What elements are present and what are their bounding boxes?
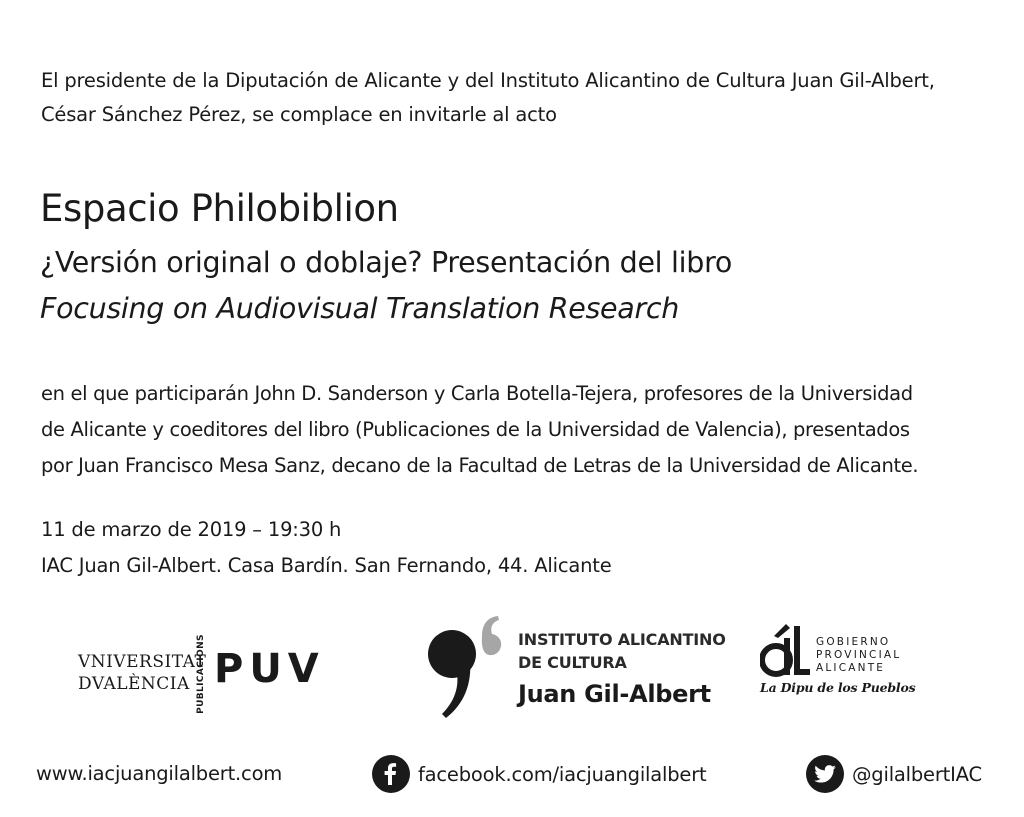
dipu-tagline: La Dipu de los Pueblos [760, 680, 916, 695]
website-link[interactable]: www.iacjuangilalbert.com [36, 762, 283, 785]
iac-logo [426, 614, 726, 720]
dipu-word-3: ALICANTE [816, 662, 886, 674]
iac-logo-line-3: Juan Gil-Albert [518, 680, 711, 708]
event-title: Espacio Philobiblion [40, 187, 399, 230]
uv-logo-acronym: PUV [214, 646, 325, 692]
twitter-link[interactable] [806, 755, 982, 793]
dipu-monogram-icon [760, 622, 812, 678]
description-line-1: en el que participarán John D. Sanderson y Carla Botella-Tejera, profesores de la Universidad [41, 382, 913, 405]
intro-text [41, 64, 1011, 132]
iac-comma-icon [426, 614, 506, 720]
dipu-logo-words [816, 636, 901, 675]
intro-line-1: El presidente de la Diputación de Alicante y del Instituto Alicantino de Cultura Juan Gil-Albert, [41, 69, 935, 92]
twitter-label[interactable]: @gilalbertIAC [852, 762, 982, 786]
book-title: Focusing on Audiovisual Translation Research [40, 292, 680, 325]
event-datetime: 11 de marzo de 2019 – 19:30 h [41, 518, 342, 541]
uv-logo-vertical-text: PUBLICACIONS [196, 634, 206, 714]
uv-logo-vertical [194, 634, 208, 714]
iac-logo-line-1: INSTITUTO ALICANTINO [518, 630, 726, 649]
puv-logo [78, 632, 325, 716]
iac-logo-line-2: DE CULTURA [518, 653, 627, 672]
intro-line-2: César Sánchez Pérez, se complace en invitarle al acto [41, 103, 557, 126]
dipu-logo [760, 622, 916, 702]
uv-logo-line-1: VNIVERSITAT [78, 652, 207, 672]
event-subtitle: ¿Versión original o doblaje? Presentación del libro [40, 246, 733, 279]
dipu-word-2: PROVINCIAL [816, 649, 902, 661]
uv-logo-line-2: DVALÈNCIA [78, 674, 190, 694]
event-venue: IAC Juan Gil-Albert. Casa Bardín. San Fernando, 44. Alicante [41, 554, 612, 577]
event-description [41, 376, 1016, 484]
facebook-label[interactable]: facebook.com/iacjuangilalbert [418, 762, 707, 786]
description-line-3: por Juan Francisco Mesa Sanz, decano de la Facultad de Letras de la Universidad de Alicante. [41, 454, 919, 477]
facebook-icon [372, 755, 410, 793]
dipu-word-1: GOBIERNO [816, 636, 891, 648]
facebook-link[interactable] [372, 755, 706, 793]
event-details [41, 512, 612, 584]
twitter-icon [806, 755, 844, 793]
description-line-2: de Alicante y coeditores del libro (Publicaciones de la Universidad de Valencia), presentados [41, 418, 910, 441]
